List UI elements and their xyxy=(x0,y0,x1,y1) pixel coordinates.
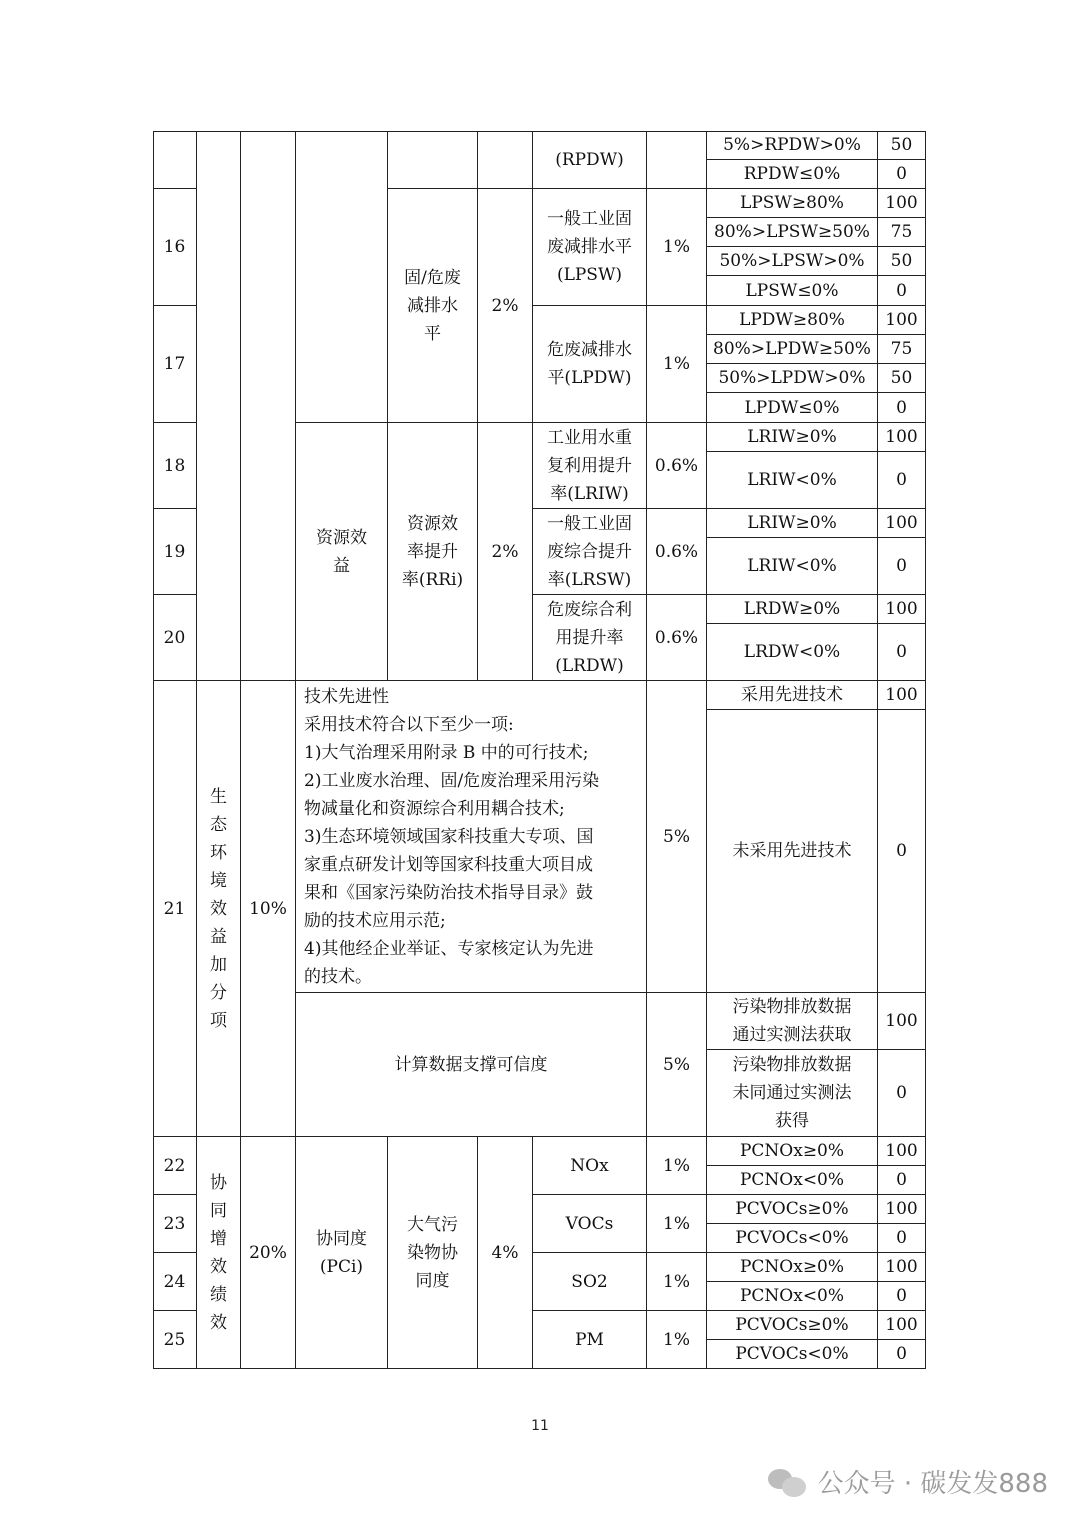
cell-text: PCNOx<0% xyxy=(739,1286,845,1306)
cell-text: 5% xyxy=(663,826,690,847)
table-cell xyxy=(878,1166,926,1195)
cell-text: 4% xyxy=(491,1242,519,1263)
table-cell xyxy=(878,393,926,423)
table-cell xyxy=(707,1137,878,1166)
table-cell xyxy=(647,306,707,423)
table-cell xyxy=(647,993,707,1137)
table-cell xyxy=(878,681,926,710)
table-cell xyxy=(647,1253,707,1311)
table-cell xyxy=(878,423,926,452)
table-cell xyxy=(647,681,707,993)
table-cell xyxy=(478,131,533,189)
table-cell xyxy=(707,452,878,509)
cell-text: PCVOCs<0% xyxy=(735,1344,849,1364)
cell-text: 21 xyxy=(163,898,186,919)
table-cell xyxy=(878,1253,926,1282)
cell-text: PCNOx≥0% xyxy=(739,1257,845,1277)
table-cell xyxy=(878,364,926,393)
cell-text: 5%>RPDW>0% xyxy=(723,135,861,155)
table-cell xyxy=(533,1311,647,1369)
cell-text: 80%>LPSW≥50% xyxy=(714,222,870,242)
table-cell xyxy=(241,131,296,681)
table-cell xyxy=(197,131,241,681)
table-cell xyxy=(878,710,926,993)
cell-text: 1% xyxy=(663,354,690,374)
cell-text: 1% xyxy=(663,1329,690,1350)
table-cell xyxy=(878,1137,926,1166)
table-cell xyxy=(707,1050,878,1137)
cell-text: 24 xyxy=(163,1271,186,1292)
cell-text: PCNOx≥0% xyxy=(739,1141,845,1161)
cell-text: 0 xyxy=(896,1170,907,1190)
cell-text: LRIW<0% xyxy=(747,556,837,576)
table-cell xyxy=(533,189,647,306)
table-cell xyxy=(153,681,197,1137)
table-cell xyxy=(707,624,878,681)
table-cell xyxy=(647,1311,707,1369)
cell-text: VOCs xyxy=(565,1213,614,1234)
cell-text: 0 xyxy=(896,397,907,418)
table-cell xyxy=(647,1195,707,1253)
cell-text: 0.6% xyxy=(654,541,699,562)
cell-text: 一般工业固 废综合提升 率(LRSW) xyxy=(547,513,632,590)
table-cell xyxy=(153,131,197,189)
cell-text: LRIW<0% xyxy=(747,470,837,490)
cell-text: 80%>LPDW≥50% xyxy=(713,339,871,359)
table-cell xyxy=(878,1050,926,1137)
cell-text: 一般工业固 废减排水平 (LPSW) xyxy=(547,209,632,285)
cell-text: 生 态 环 境 效 益 加 分 项 xyxy=(210,786,227,1031)
cell-text: 0.6% xyxy=(654,627,699,648)
table-cell xyxy=(707,1195,878,1224)
table-cell xyxy=(153,423,197,509)
table-cell xyxy=(878,1224,926,1253)
cell-text: 5% xyxy=(663,1054,690,1075)
cell-text: 22 xyxy=(163,1155,186,1176)
table-cell xyxy=(533,131,647,189)
table-cell xyxy=(296,131,388,423)
cell-text: 大气污 染物协 同度 xyxy=(407,1214,458,1291)
table-cell xyxy=(707,595,878,624)
table-cell xyxy=(533,1137,647,1195)
cell-text: 50%>LPSW>0% xyxy=(719,251,865,271)
table-cell xyxy=(707,509,878,538)
table-cell xyxy=(533,1253,647,1311)
table-cell xyxy=(878,306,926,335)
table-cell xyxy=(153,509,197,595)
cell-text: LPDW≥80% xyxy=(739,310,845,330)
watermark xyxy=(768,1463,1048,1500)
table-cell xyxy=(153,1253,197,1311)
table-cell xyxy=(707,160,878,189)
cell-text: 75 xyxy=(890,339,913,359)
cell-text: 50 xyxy=(890,135,913,155)
cell-text: 17 xyxy=(163,354,186,374)
table-cell xyxy=(707,306,878,335)
cell-text: 100 xyxy=(885,193,918,213)
table-cell xyxy=(388,131,478,189)
cell-text: 采用先进技术 xyxy=(741,685,843,705)
table-cell xyxy=(153,189,197,306)
cell-text: 100 xyxy=(885,513,918,533)
table-cell xyxy=(878,538,926,595)
cell-text: 固/危废 减排水 平 xyxy=(404,267,461,344)
table-cell xyxy=(878,595,926,624)
cell-text: 污染物排放数据 未同通过实测法 获得 xyxy=(732,1055,852,1131)
table-cell xyxy=(647,595,707,681)
table-cell xyxy=(707,247,878,276)
cell-text: 100 xyxy=(885,1011,918,1031)
watermark-text: 公众号 · 碳发发888 xyxy=(817,1469,1048,1499)
cell-text: 0 xyxy=(896,164,907,184)
table-cell xyxy=(707,364,878,393)
cell-text: 协同度 (PCi) xyxy=(316,1228,367,1277)
table-cell xyxy=(478,189,533,423)
table-cell xyxy=(878,335,926,364)
table-cell xyxy=(878,993,926,1050)
table-cell xyxy=(241,1137,296,1369)
cell-text: LPDW≤0% xyxy=(744,397,840,418)
table-cell xyxy=(878,189,926,218)
table-cell xyxy=(388,1137,478,1369)
cell-text: 100 xyxy=(885,1315,918,1335)
cell-text: LPSW≤0% xyxy=(745,280,839,301)
cell-text: 资源效 益 xyxy=(316,527,367,576)
cell-text: 50%>LPDW>0% xyxy=(718,368,866,388)
table-cell xyxy=(296,993,647,1137)
table-cell xyxy=(647,423,707,509)
cell-text: 0.6% xyxy=(654,455,699,476)
cell-text: 18 xyxy=(163,455,186,476)
cell-text: 工业用水重 复利用提升 率(LRIW) xyxy=(547,427,632,504)
cell-text: 1% xyxy=(663,1271,690,1292)
cell-text: 25 xyxy=(163,1329,186,1350)
cell-text: 1% xyxy=(663,237,690,257)
table-cell xyxy=(878,1195,926,1224)
table-cell xyxy=(878,509,926,538)
cell-text: NOx xyxy=(570,1155,609,1176)
table-cell xyxy=(647,131,707,189)
table-cell xyxy=(707,1311,878,1340)
table-cell xyxy=(878,1282,926,1311)
cell-text: 100 xyxy=(885,685,918,705)
table-cell xyxy=(878,276,926,306)
cell-text: SO2 xyxy=(571,1271,608,1292)
table-cell xyxy=(707,993,878,1050)
table-cell xyxy=(878,247,926,276)
table-cell xyxy=(241,681,296,1137)
cell-text: 2% xyxy=(491,295,519,316)
table-cell xyxy=(707,538,878,595)
table-cell xyxy=(647,1137,707,1195)
table-cell xyxy=(878,218,926,247)
table-cell xyxy=(707,1340,878,1369)
cell-text: 19 xyxy=(163,541,186,562)
cell-text: 0 xyxy=(896,1286,907,1306)
table-cell xyxy=(153,1311,197,1369)
table-cell xyxy=(707,189,878,218)
cell-text: 0 xyxy=(896,280,907,301)
cell-text: LRIW≥0% xyxy=(747,427,837,447)
cell-text: 0 xyxy=(896,470,907,490)
cell-text: PCNOx<0% xyxy=(739,1170,845,1190)
table-cell xyxy=(153,1195,197,1253)
table-cell xyxy=(707,218,878,247)
cell-text: 10% xyxy=(249,898,287,919)
table-cell xyxy=(707,393,878,423)
table-cell xyxy=(478,423,533,681)
table-cell xyxy=(533,595,647,681)
cell-text: PCVOCs<0% xyxy=(735,1228,849,1248)
table-cell xyxy=(296,681,647,993)
table-cell xyxy=(878,1311,926,1340)
table-cell xyxy=(707,335,878,364)
cell-text: 协 同 增 效 绩 效 xyxy=(210,1172,227,1333)
cell-text: 未采用先进技术 xyxy=(732,841,852,861)
table-cell xyxy=(296,1137,388,1369)
table-cell xyxy=(878,624,926,681)
cell-text: 0 xyxy=(896,556,907,576)
cell-text: 50 xyxy=(890,368,913,388)
cell-text: 23 xyxy=(163,1213,186,1234)
cell-text: 0 xyxy=(896,642,907,662)
wechat-icon xyxy=(768,1467,808,1497)
cell-text: 100 xyxy=(885,1141,918,1161)
page-number: 11 xyxy=(531,1418,549,1434)
cell-text: 危废减排水 平(LPDW) xyxy=(547,340,632,388)
table-cell xyxy=(707,1253,878,1282)
cell-text: 危废综合利 用提升率 (LRDW) xyxy=(547,599,632,676)
cell-text: 污染物排放数据 通过实测法获取 xyxy=(732,997,852,1045)
cell-text: 20 xyxy=(163,627,186,648)
cell-text: 20% xyxy=(249,1242,287,1263)
table-cell xyxy=(388,189,478,423)
cell-text: 0 xyxy=(896,841,907,861)
cell-text: LRDW≥0% xyxy=(743,599,841,619)
table-cell xyxy=(533,1195,647,1253)
cell-text: 0 xyxy=(896,1344,907,1364)
cell-text: PM xyxy=(575,1329,604,1350)
cell-text: (RPDW) xyxy=(555,149,624,170)
cell-text: 75 xyxy=(890,222,913,242)
table-cell xyxy=(647,509,707,595)
table-cell xyxy=(878,131,926,160)
table-cell xyxy=(878,452,926,509)
table-cell xyxy=(153,1137,197,1195)
table-cell xyxy=(153,306,197,423)
cell-text: 1% xyxy=(663,1213,690,1234)
cell-text: RPDW≤0% xyxy=(743,164,841,184)
cell-text: 1% xyxy=(663,1155,690,1176)
table-cell xyxy=(197,1137,241,1369)
table-cell xyxy=(533,509,647,595)
cell-text: 0 xyxy=(896,1083,907,1103)
table-cell xyxy=(197,681,241,1137)
table-cell xyxy=(707,131,878,160)
table-cell xyxy=(707,1166,878,1195)
cell-text: 计算数据支撑可信度 xyxy=(394,1054,548,1075)
table-cell xyxy=(707,710,878,993)
table-cell xyxy=(707,681,878,710)
cell-text: 100 xyxy=(885,310,918,330)
cell-text: 50 xyxy=(890,251,913,271)
table-cell xyxy=(707,1224,878,1253)
table-cell xyxy=(533,423,647,509)
table-cell xyxy=(153,595,197,681)
table-cell xyxy=(296,423,388,681)
table-cell xyxy=(707,1282,878,1311)
cell-text: 0 xyxy=(896,1228,907,1248)
table-cell xyxy=(533,306,647,423)
table-cell xyxy=(478,1137,533,1369)
table-cell xyxy=(647,189,707,306)
cell-text: LPSW≥80% xyxy=(740,193,844,213)
cell-text: 技术先进性 采用技术符合以下至少一项: 1)大气治理采用附录 B 中的可行技术; 2)工业废水治理、固/危废治理采用污染 物减量化和资源综合利用耦合技术; 3)生态环境领域国家科技重大专项、国 家重点研发计划等国家科技重大项目成 果和《国家污染防治技术指导目录》鼓 励的技术应用示范; 4)其他经企业举证、专家核定认为先进 的技术。 xyxy=(304,687,600,987)
cell-text: LRIW≥0% xyxy=(747,513,837,533)
cell-text: PCVOCs≥0% xyxy=(735,1315,849,1335)
cell-text: 100 xyxy=(885,1257,918,1277)
table-cell xyxy=(707,423,878,452)
cell-text: 资源效 率提升 率(RRi) xyxy=(401,513,464,590)
cell-text: 2% xyxy=(491,541,519,562)
table-cell xyxy=(707,276,878,306)
cell-text: 100 xyxy=(885,599,918,619)
cell-text: 100 xyxy=(885,427,918,447)
cell-text: PCVOCs≥0% xyxy=(735,1199,849,1219)
cell-text: 16 xyxy=(163,237,186,257)
table-cell xyxy=(878,1340,926,1369)
table-cell xyxy=(878,160,926,189)
cell-text: 100 xyxy=(885,1199,918,1219)
table-cell xyxy=(388,423,478,681)
cell-text: LRDW<0% xyxy=(743,642,841,662)
